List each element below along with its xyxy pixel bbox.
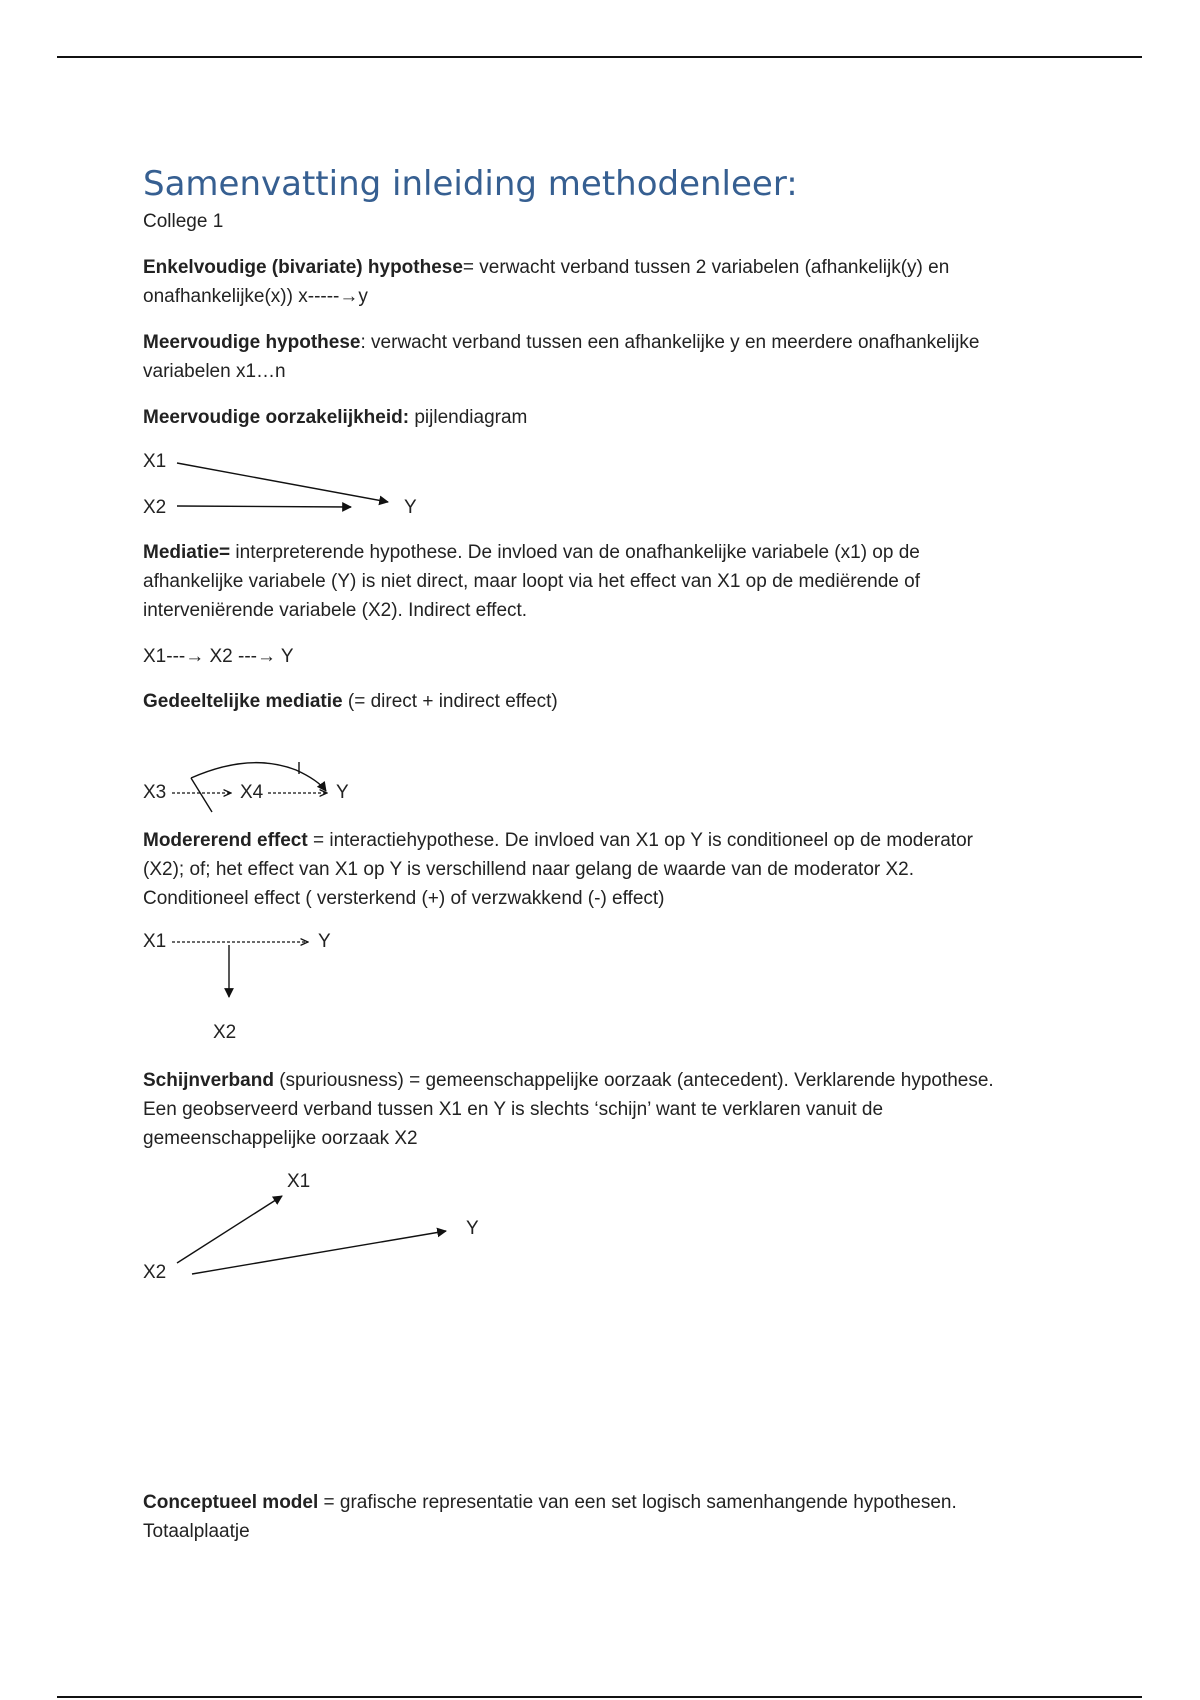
conceptueel-line2: Totaalplaatje — [143, 1521, 250, 1542]
conceptueel-text: = grafische representatie van een set logisch samenhangende hypothesen. — [318, 1492, 957, 1513]
mediatie-text: interpreterende hypothese. De invloed van de onafhankelijke variabele (x1) op de — [230, 542, 920, 563]
diagram4-x1-label: X1 — [287, 1171, 311, 1192]
mediatie-term: Mediatie= — [143, 542, 231, 563]
diagram1-arrow-x2 — [177, 506, 351, 507]
meervoudig-term: Meervoudige hypothese — [143, 332, 361, 353]
modererend-line3: Conditioneel effect ( versterkend (+) of verzwakkend (-) effect) — [143, 888, 665, 909]
diagram1-arrow-x1-y — [177, 463, 388, 502]
schijnverband-line3: gemeenschappelijke oorzaak X2 — [143, 1128, 418, 1149]
college-label: College 1 — [143, 211, 224, 232]
enkelvoudig-term: Enkelvoudige (bivariate) hypothese — [143, 257, 463, 278]
meervoudig-line2: variabelen x1…n — [143, 361, 286, 382]
diagram3-x1-label: X1 — [143, 931, 167, 952]
footer-rule — [57, 1696, 1142, 1698]
diagram1-y-label: Y — [404, 497, 417, 518]
diagram4-y-label: Y — [466, 1218, 479, 1239]
modererend-line2: (X2); of; het effect van X1 op Y is verschillend naar gelang de waarde van de moderator X2. — [143, 859, 915, 880]
conceptueel-term: Conceptueel model — [143, 1492, 319, 1513]
enkelvoudig-line2: onafhankelijke(x)) x-----→y — [143, 286, 368, 307]
diagram2-y-label: Y — [336, 782, 349, 803]
oorzakelijkheid-text: pijlendiagram — [409, 407, 528, 428]
gedeeltelijk-term: Gedeeltelijke mediatie — [143, 691, 343, 712]
diagram2-x3-label: X3 — [143, 782, 167, 803]
modererend-term: Modererend effect — [143, 830, 308, 851]
meervoudig-text: : verwacht verband tussen een afhankelijke y en meerdere onafhankelijke — [360, 332, 980, 353]
gedeeltelijk-text: (= direct + indirect effect) — [342, 691, 558, 712]
diagram4-arrow-x2-x1 — [177, 1196, 282, 1263]
page-title: Samenvatting inleiding methodenleer: — [143, 164, 798, 204]
diagram2-direct-arc — [191, 763, 326, 791]
oorzakelijkheid-term: Meervoudige oorzakelijkheid: — [143, 407, 410, 428]
diagram4-arrow-x2-y — [192, 1231, 446, 1274]
diagram1-x2-label: X2 — [143, 497, 167, 518]
mediatie-line3: interveniërende variabele (X2). Indirect effect. — [143, 600, 528, 621]
schijnverband-text: (spuriousness) = gemeenschappelijke oorzaak (antecedent). Verklarende hypothese. — [273, 1070, 994, 1091]
diagram3-x2-label: X2 — [213, 1022, 237, 1043]
mediatie-chain: X1---→ X2 ---→ Y — [143, 646, 294, 667]
schijnverband-term: Schijnverband — [143, 1070, 274, 1091]
diagram2-arc-left-leg — [191, 778, 212, 812]
mediatie-line2: afhankelijke variabele (Y) is niet direct, maar loopt via het effect van X1 op de mediërende of — [143, 571, 920, 592]
modererend-text: = interactiehypothese. De invloed van X1 op Y is conditioneel op de moderator — [307, 830, 973, 851]
diagram3-y-label: Y — [318, 931, 331, 952]
diagram4-x2-label: X2 — [143, 1262, 167, 1283]
diagram1-x1-label: X1 — [143, 451, 167, 472]
schijnverband-line2: Een geobserveerd verband tussen X1 en Y is slechts ‘schijn’ want te verklaren vanuit de — [143, 1099, 884, 1120]
enkelvoudig-text: = verwacht verband tussen 2 variabelen (afhankelijk(y) en — [462, 257, 950, 278]
diagram2-x4-label: X4 — [240, 782, 264, 803]
